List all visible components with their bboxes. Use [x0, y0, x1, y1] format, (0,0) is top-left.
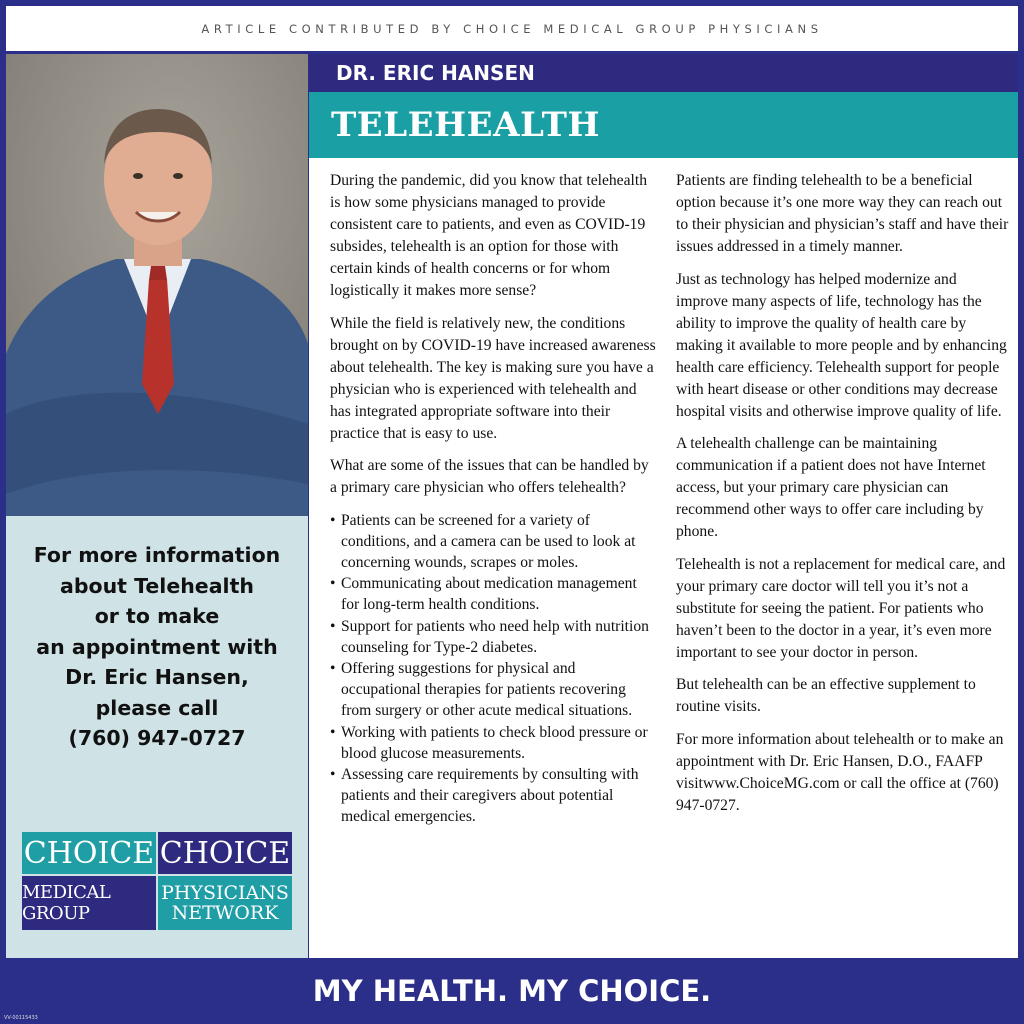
callout-line: For more information: [33, 543, 281, 567]
callout-phone: (760) 947-0727: [68, 726, 246, 750]
list-item: • Communicating about medication management for long-term health conditions.: [330, 573, 658, 615]
paragraph: Telehealth is not a replacement for medical care, and your primary care doctor will tell you it’s not a substitute for seeing the patient. For patients who haven’t been to the doctor in a year, it’s even more important to see your doctor in person.: [676, 555, 1006, 661]
logo-physicians: PHYSICIANS: [161, 882, 289, 904]
paragraph: During the pandemic, did you know that telehealth is how some physicians managed to provide consistent care to patients, and even as COVID-19 subsides, telehealth is an option for those with certain kinds of health concerns or for whom logistically it makes more sense?: [330, 172, 647, 299]
list-item: • Patients can be screened for a variety of conditions, and a camera can be used to look at concerning wounds, scrapes or moles.: [330, 510, 658, 574]
callout-line: please call: [95, 695, 219, 720]
issues-list: [330, 510, 658, 828]
doctor-photo: [6, 54, 308, 516]
list-item: • Working with patients to check blood pressure or blood glucose measurements.: [330, 722, 658, 764]
article-title: TELEHEALTH: [309, 92, 1018, 158]
logo-network: NETWORK: [171, 902, 279, 924]
choice-logo: [22, 832, 292, 930]
article-body: [309, 158, 1018, 958]
article-column-left: [330, 170, 658, 828]
contact-paragraph: For more information about telehealth or to make an appointment with Dr. Eric Hansen, D.O., FAAFP visitwww.ChoiceMG.com or call the office at (760) 947-0727.: [676, 730, 1004, 814]
contact-sidebar: [6, 516, 308, 958]
logo-physicians-network: [158, 876, 292, 930]
list-item: • Offering suggestions for physical and occupational therapies for patients recovering from surgery or other acute medical situations.: [330, 658, 658, 722]
article-banner: ARTICLE CONTRIBUTED BY CHOICE MEDICAL GROUP PHYSICIANS: [6, 6, 1018, 51]
paragraph: Patients are finding telehealth to be a beneficial option because it’s one more way they can reach out to their physician and physician’s staff and have their issues addressed in a timely manner.: [676, 172, 1009, 255]
list-item: • Assessing care requirements by consulting with patients and their caregivers about potential medical emergencies.: [330, 764, 658, 828]
ad-code: VV-00115433: [4, 1015, 38, 1021]
callout-line: or to make: [94, 604, 220, 628]
logo-choice-medical: CHOICE: [22, 832, 156, 874]
callout-line: Dr. Eric Hansen,: [65, 665, 249, 689]
logo-choice-physicians: CHOICE: [158, 832, 292, 874]
paragraph: A telehealth challenge can be maintaining communication if a patient does not have Internet access, but your primary care physician can recommend other ways to offer care including by phone.: [676, 435, 986, 540]
callout-line: an appointment with: [36, 634, 278, 659]
paragraph: Just as technology has helped modernize and improve many aspects of life, technology has the ability to improve the quality of health care by making it available to more people and by enhancing health care efficiency. Telehealth support for people with heart disease or other conditions may decrease hospital visits and otherwise improve quality of life.: [676, 270, 1007, 420]
doctor-portrait-illustration: [6, 54, 308, 516]
contact-callout: [6, 540, 308, 754]
author-byline: DR. ERIC HANSEN: [309, 54, 1018, 92]
paragraph: While the field is relatively new, the conditions brought on by COVID-19 have increased awareness about telehealth. The key is making sure you have a physician who is experienced with telehealth and has integrated appropriate software into their practice that is easy to use.: [330, 314, 656, 442]
paragraph: But telehealth can be an effective supplement to routine visits.: [676, 676, 976, 715]
logo-medical-group: MEDICAL GROUP: [22, 876, 156, 930]
list-item: • Support for patients who need help with nutrition counseling for Type-2 diabetes.: [330, 616, 658, 658]
article-column-right: [676, 170, 1010, 827]
footer-slogan: MY HEALTH. MY CHOICE.: [312, 974, 712, 1008]
paragraph: What are some of the issues that can be handled by a primary care physician who offers telehealth?: [330, 457, 649, 496]
callout-line: about Telehealth: [60, 573, 254, 598]
